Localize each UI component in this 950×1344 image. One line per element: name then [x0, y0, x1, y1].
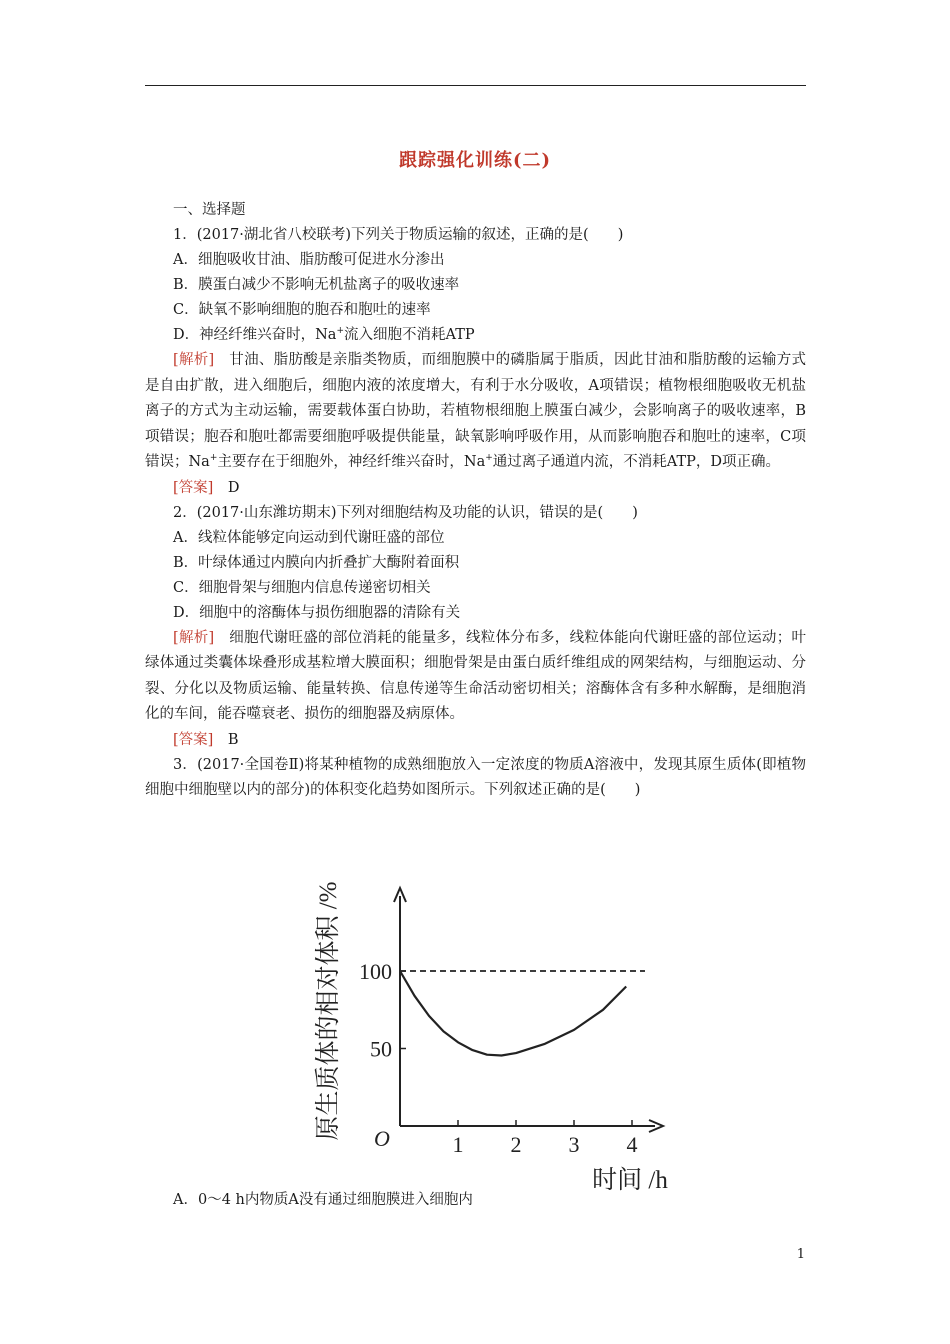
q2-option-d: D．细胞中的溶酶体与损伤细胞器的清除有关 — [173, 604, 461, 621]
y-tick-label: 100 — [359, 959, 392, 984]
q1-explanation: [解析] 甘油、脂肪酸是亲脂类物质，而细胞膜中的磷脂属于脂质，因此甘油和脂肪酸的运输方式是自由扩散，进入细胞后，细胞内液的浓度增大，有利于水分吸收，A项错误；植物根细胞吸收无机盐离子的方式为主动运输，需要载体蛋白协助，若植物根细胞上膜蛋白减少，会影响离子的吸收速率，B项错误；胞吞和胞吐都需要细胞呼吸提供能量，缺氧影响呼吸作用，从而影响胞吞和胞吐的速率，C项错误；Na+主要存在于细胞外，神经纤维兴奋时，Na+通过离子通道内流，不消耗ATP，D项正确。 — [145, 352, 806, 470]
q3-option-a: A．0～4 h内物质A没有通过细胞膜进入细胞内 — [173, 1192, 473, 1208]
y-axis-label: 原生质体的相对体积 /% — [315, 881, 342, 1141]
q2-stem: 2．(2017·山东潍坊期末)下列对细胞结构及功能的认识，错误的是( ) — [173, 504, 638, 521]
q2-answer: [答案] B — [173, 731, 239, 748]
explanation-tag: [解析] — [173, 629, 215, 646]
q2-option-b: B．叶绿体通过内膜向内折叠扩大酶附着面积 — [173, 554, 460, 571]
q1-option-d: D．神经纤维兴奋时，Na+流入细胞不消耗ATP — [173, 326, 475, 343]
q2-option-c: C．细胞骨架与细胞内信息传递密切相关 — [173, 579, 431, 596]
q1-answer: [答案] D — [173, 479, 240, 496]
y-tick-label: 50 — [370, 1036, 392, 1062]
q2-option-a: A．线粒体能够定向运动到代谢旺盛的部位 — [173, 529, 445, 546]
answer-tag: [答案] — [173, 731, 214, 748]
x-tick-label: 1 — [452, 1132, 464, 1157]
explanation-tag: [解析] — [173, 352, 215, 368]
header-rule — [145, 85, 806, 86]
x-axis-label: 时间 /h — [592, 1167, 668, 1194]
q2-explanation: [解析] 细胞代谢旺盛的部位消耗的能量多，线粒体分布多，线粒体能向代谢旺盛的部位运动；叶绿体通过类囊体垛叠形成基粒增大膜面积；细胞骨架是由蛋白质纤维组成的网架结构，与细胞运动、分裂、分化以及物质运输、能量转换、信息传递等生命活动密切相关；溶酶体含有多种水解酶，是细胞消化的车间，能吞噬衰老、损伤的细胞器及病原体。 — [145, 629, 806, 722]
answer-tag: [答案] — [173, 479, 214, 496]
q3-stem: 3．(2017·全国卷Ⅱ)将某种植物的成熟细胞放入一定浓度的物质A溶液中，发现其原生质体(即植物细胞中细胞壁以内的部分)的体积变化趋势如图所示。下列叙述正确的是( ) — [145, 756, 806, 798]
page-number: 1 — [796, 1247, 805, 1262]
chart-svg — [300, 868, 680, 1194]
x-tick-label: 2 — [510, 1132, 522, 1157]
volume-curve — [400, 971, 626, 1056]
x-tick-label: 3 — [568, 1132, 580, 1157]
origin-label: O — [374, 1126, 390, 1151]
section-heading: 一、选择题 — [173, 202, 246, 218]
content — [145, 198, 806, 804]
x-tick-label: 4 — [626, 1132, 638, 1157]
volume-chart — [300, 868, 680, 1194]
page-title: 跟踪强化训练(二) — [398, 150, 552, 171]
q1-stem: 1．(2017·湖北省八校联考)下列关于物质运输的叙述，正确的是( ) — [173, 227, 624, 243]
q1-option-a: A．细胞吸收甘油、脂肪酸可促进水分渗出 — [173, 252, 445, 268]
q1-option-b: B．膜蛋白减少不影响无机盐离子的吸收速率 — [173, 277, 460, 293]
q1-option-c: C．缺氧不影响细胞的胞吞和胞吐的速率 — [173, 302, 431, 318]
